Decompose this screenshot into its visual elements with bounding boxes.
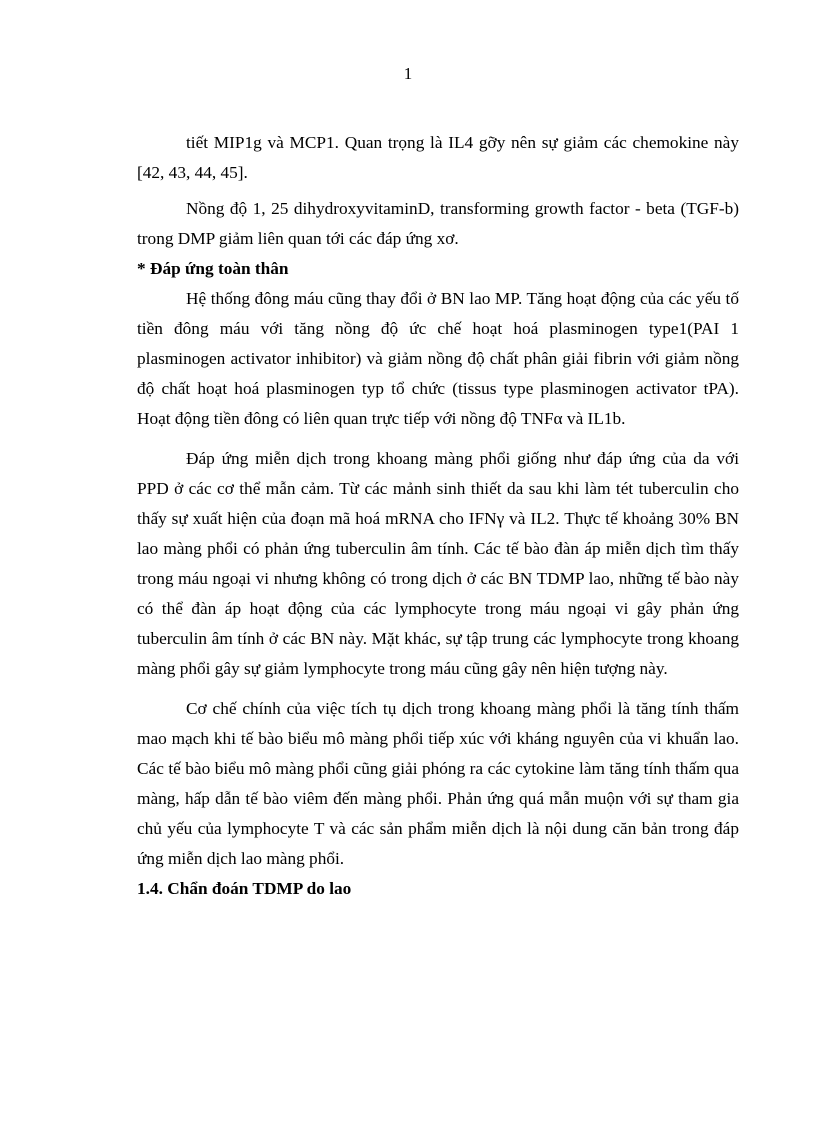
- paragraph-chemokine: tiết MIP1g và MCP1. Quan trọng là IL4 gỡy nên sự giảm các chemokine này [42, 43, 44, 45].: [137, 133, 739, 182]
- paragraph-vitamin-d: Nồng độ 1, 25 dihydroxyvitaminD, transforming growth factor - beta (TGF-b) trong DMP giảm liên quan tới các đáp ứng xơ.: [137, 199, 739, 248]
- document-body: [137, 128, 739, 904]
- section-heading-diagnosis: 1.4. Chẩn đoán TDMP do lao: [137, 879, 352, 898]
- paragraph-mechanism: Cơ chế chính của việc tích tụ dịch trong khoang màng phổi là tăng tính thấm mao mạch khi tế bào biểu mô màng phổi tiếp xúc với kháng nguyên của vi khuẩn lao. Các tế bào biểu mô màng phổi cũng giải phóng ra các cytokine làm tăng tính thấm qua màng, hấp dẫn tế bào viêm đến màng phổi. Phản ứng quá mẫn muộn với sự tham gia chủ yếu của lymphocyte T và các sản phẩm miễn dịch là nội dung căn bản trong đáp ứng miễn dịch lao màng phổi.: [137, 699, 739, 868]
- page-number: 1: [403, 64, 413, 83]
- paragraph-immune-response: Đáp ứng miễn dịch trong khoang màng phổi giống như đáp ứng của da với PPD ở các cơ thể mẫn cảm. Từ các mảnh sinh thiết da sau khi làm tét tuberculin cho thấy sự xuất hiện của đoạn mã hoá mRNA cho IFNγ và IL2. Thực tế khoảng 30% BN lao màng phổi có phản ứng tuberculin âm tính. Các tế bào đàn áp miễn dịch tìm thấy trong máu ngoại vi nhưng không có trong dịch ở các BN TDMP lao, những tế bào này có thể đàn áp hoạt động của các lymphocyte trong máu ngoại vi gây phản ứng tuberculin âm tính ở các BN này. Mặt khác, sự tập trung các lymphocyte trong khoang màng phổi gây sự giảm lymphocyte trong máu cũng gây nên hiện tượng này.: [137, 449, 739, 678]
- paragraph-coagulation: Hệ thống đông máu cũng thay đổi ở BN lao MP. Tăng hoạt động của các yếu tố tiền đông máu với tăng nồng độ ức chế hoạt hoá plasminogen type1(PAI 1 plasminogen activator inhibitor) và giảm nồng độ chất phân giải fibrin với giảm nồng độ chất hoạt hoá plasminogen typ tổ chức (tissus type plasminogen activator tPA). Hoạt động tiền đông có liên quan trực tiếp với nồng độ TNFα và IL1b.: [137, 289, 739, 428]
- section-heading-systemic-response: * Đáp ứng toàn thân: [137, 259, 289, 278]
